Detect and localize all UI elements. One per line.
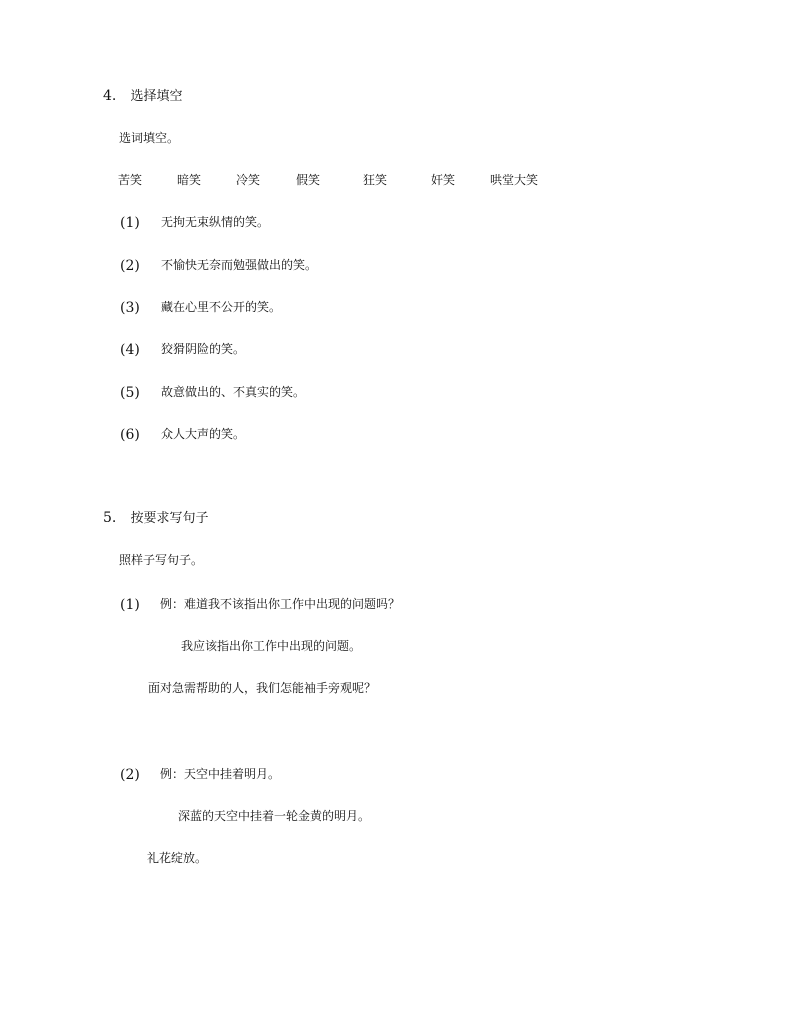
example-prompt: 例：天空中挂着明月。: [160, 767, 281, 781]
section-4-number: 4.: [103, 88, 117, 104]
section-5-instruction: 照样子写句子。: [119, 553, 204, 567]
example-1: [120, 596, 401, 613]
section-5-title: 按要求写句子: [130, 511, 209, 526]
list-item: [120, 426, 246, 443]
word-bank-item: 假笑: [296, 173, 321, 187]
item-text: 藏在心里不公开的笑。: [161, 300, 282, 314]
section-5-heading: [103, 511, 209, 525]
word-bank-item: 狂笑: [363, 173, 388, 187]
list-item: [120, 214, 270, 231]
example-task: 面对急需帮助的人，我们怎能袖手旁观呢？: [148, 681, 377, 695]
item-text: 众人大声的笑。: [161, 427, 246, 441]
item-text: 故意做出的、不真实的笑。: [161, 385, 306, 399]
list-item: [120, 299, 282, 316]
word-bank-item: 哄堂大笑: [490, 173, 539, 187]
example-answer: 深蓝的天空中挂着一轮金黄的明月。: [178, 809, 371, 823]
item-text: 不愉快无奈而勉强做出的笑。: [161, 258, 318, 272]
word-bank-item: 奸笑: [431, 173, 456, 187]
list-item: [120, 257, 318, 274]
example-2: [120, 766, 281, 783]
item-number: (3): [120, 300, 140, 316]
example-number: (2): [120, 767, 140, 783]
item-number: (4): [120, 342, 140, 358]
example-number: (1): [120, 597, 140, 613]
section-4-heading: [103, 89, 183, 103]
example-task: 礼花绽放。: [147, 851, 208, 865]
example-prompt: 例：难道我不该指出你工作中出现的问题吗？: [160, 597, 401, 611]
item-number: (5): [120, 385, 140, 401]
section-5-number: 5.: [103, 510, 117, 526]
section-4-instruction: 选词填空。: [119, 131, 180, 145]
word-bank-item: 暗笑: [177, 173, 202, 187]
item-number: (1): [120, 215, 140, 231]
list-item: [120, 384, 306, 401]
word-bank-item: 苦笑: [118, 173, 143, 187]
list-item: [120, 341, 246, 358]
word-bank-item: 冷笑: [236, 173, 261, 187]
item-number: (6): [120, 427, 140, 443]
section-4-title: 选择填空: [130, 89, 183, 104]
item-text: 狡猾阴险的笑。: [161, 342, 246, 356]
item-text: 无拘无束纵情的笑。: [161, 215, 270, 229]
item-number: (2): [120, 258, 140, 274]
example-answer: 我应该指出你工作中出现的问题。: [181, 639, 362, 653]
